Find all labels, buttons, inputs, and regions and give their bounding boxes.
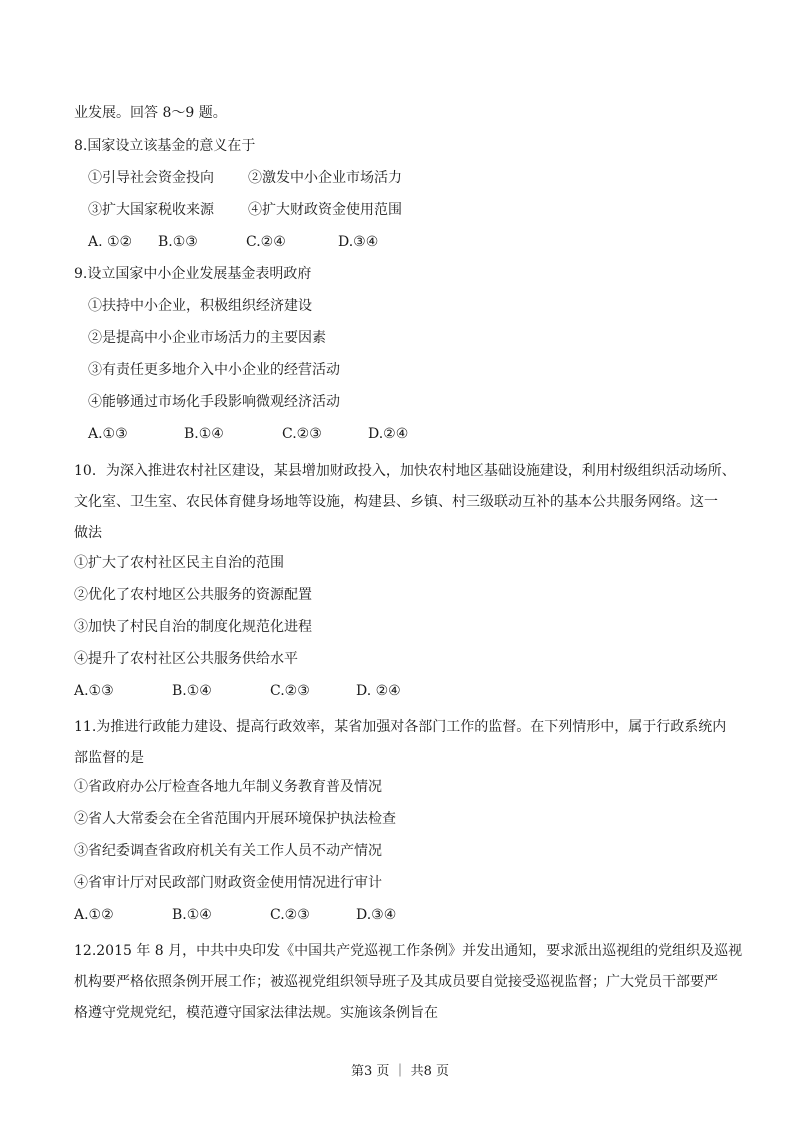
q11-options xyxy=(74,905,396,925)
q8-item-3: ③扩大国家税收来源 xyxy=(88,202,214,218)
q8-item-4: ④扩大财政资金使用范围 xyxy=(248,202,402,218)
q12-stem-line-2: 机构要严格依照条例开展工作；被巡视党组织领导班子及其成员要自觉接受巡视监督；广大党员干部要严 xyxy=(74,974,718,990)
q8-item-1: ①引导社会资金投向 xyxy=(88,170,214,186)
q9-option-c: C.②③ xyxy=(282,426,322,442)
q10-option-a: A.①③ xyxy=(74,683,114,699)
q11-option-d: D.③④ xyxy=(356,907,397,923)
q8-stem: 8.国家设立该基金的意义在于 xyxy=(74,138,256,154)
q11-item-1: ①省政府办公厅检查各地九年制义务教育普及情况 xyxy=(74,779,382,795)
q8-option-a: A. ①② xyxy=(88,234,133,250)
q10-option-c: C.②③ xyxy=(270,683,310,699)
q11-item-4: ④省审计厅对民政部门财政资金使用情况进行审计 xyxy=(74,875,382,891)
intro-tail: 业发展。回答 8～9 题。 xyxy=(74,105,227,121)
q9-option-a: A.①③ xyxy=(88,426,128,442)
q9-item-3: ③有责任更多地介入中小企业的经营活动 xyxy=(88,362,340,378)
q9-option-b: B.①④ xyxy=(184,426,224,442)
q10-item-3: ③加快了村民自治的制度化规范化进程 xyxy=(74,619,312,635)
q8-options xyxy=(88,232,378,252)
q10-item-4: ④提升了农村社区公共服务供给水平 xyxy=(74,651,298,667)
q12-stem xyxy=(74,936,742,1029)
q11-item-3: ③省纪委调查省政府机关有关工作人员不动产情况 xyxy=(74,843,382,859)
q11-option-a: A.①② xyxy=(74,907,114,923)
q11-stem-line-1: 11.为推进行政能力建设、提高行政效率，某省加强对各部门工作的监督。在下列情形中，属于行政系统内 xyxy=(74,719,727,735)
q10-option-b: B.①④ xyxy=(172,683,212,699)
q12-stem-line-1: 12.2015 年 8 月，中共中央印发《中国共产党巡视工作条例》并发出通知，要求派出巡视组的党组织及巡视 xyxy=(74,943,743,959)
q9-item-4: ④能够通过市场化手段影响微观经济活动 xyxy=(88,394,340,410)
q10-stem-line-2: 文化室、卫生室、农民体育健身场地等设施，构建县、乡镇、村三级联动互补的基本公共服务网络。这一 xyxy=(74,494,718,510)
q11-item-2: ②省人大常委会在全省范围内开展环境保护执法检查 xyxy=(74,811,396,827)
q11-stem xyxy=(74,712,726,774)
q8-option-d: D.③④ xyxy=(338,234,379,250)
q9-option-d: D.②④ xyxy=(368,426,409,442)
q11-option-b: B.①④ xyxy=(172,907,212,923)
q9-stem: 9.设立国家中小企业发展基金表明政府 xyxy=(74,266,312,282)
q10-option-d: D. ②④ xyxy=(356,683,401,699)
q9-options xyxy=(88,424,408,444)
q11-stem-line-2: 部监督的是 xyxy=(74,750,144,766)
q10-stem-line-3: 做法 xyxy=(74,525,102,541)
q11-option-c: C.②③ xyxy=(270,907,310,923)
q8-option-b: B.①③ xyxy=(158,234,198,250)
q10-item-1: ①扩大了农村社区民主自治的范围 xyxy=(74,555,284,571)
q12-stem-line-3: 格遵守党规党纪，模范遵守国家法律法规。实施该条例旨在 xyxy=(74,1005,438,1021)
page-footer: 第3 页 ｜ 共8 页 xyxy=(350,1064,450,1079)
q8-items-row1 xyxy=(88,168,402,188)
q8-option-c: C.②④ xyxy=(246,234,286,250)
q10-options xyxy=(74,681,401,701)
q9-item-1: ①扶持中小企业，积极组织经济建设 xyxy=(88,298,312,314)
q9-item-2: ②是提高中小企业市场活力的主要因素 xyxy=(88,330,326,346)
q8-items-row2 xyxy=(88,200,402,220)
q10-stem xyxy=(74,456,736,549)
q10-stem-line-1: 10．为深入推进农村社区建设，某县增加财政投入，加快农村地区基础设施建设，利用村级组织活动场所、 xyxy=(74,463,736,479)
q8-item-2: ②激发中小企业市场活力 xyxy=(248,170,402,186)
q10-item-2: ②优化了农村地区公共服务的资源配置 xyxy=(74,587,312,603)
